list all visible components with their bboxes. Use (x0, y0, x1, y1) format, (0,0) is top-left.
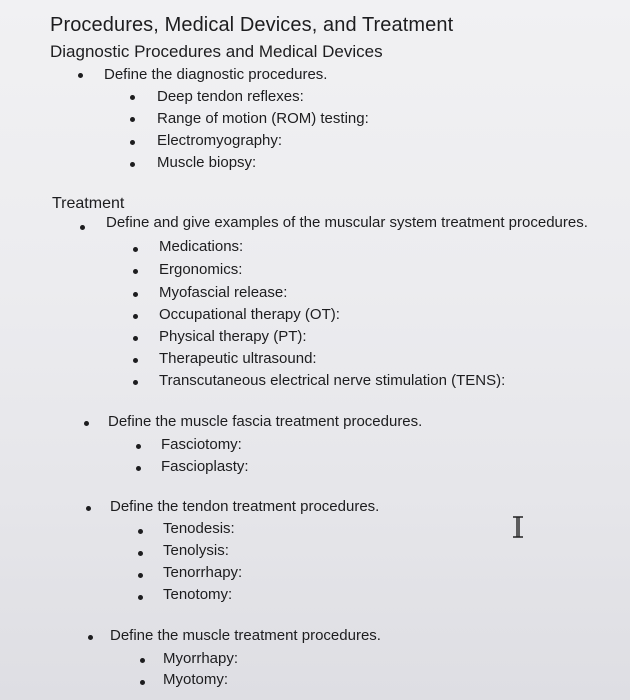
list-item: Fascioplasty: (161, 458, 249, 475)
list-item: Transcutaneous electrical nerve stimulation (TENS): (159, 372, 506, 389)
bullet-icon (140, 658, 145, 663)
bullet-icon (140, 680, 145, 685)
list-item: Tenotomy: (163, 586, 233, 603)
bullet-icon (130, 140, 135, 145)
list-item: Range of motion (ROM) testing: (157, 110, 369, 127)
treatment-prompt: Define and give examples of the muscular system treatment procedures. (106, 214, 588, 231)
list-item: Tenorrhapy: (163, 564, 243, 581)
list-item: Ergonomics: (159, 261, 243, 278)
bullet-icon (133, 336, 138, 341)
list-item: Tenodesis: (163, 520, 235, 537)
bullet-icon (78, 73, 83, 78)
list-item: Occupational therapy (OT): (159, 306, 340, 323)
treatment-prompt: Define the muscle fascia treatment procedures. (108, 413, 423, 430)
list-item: Electromyography: (157, 132, 283, 149)
list-item: Fasciotomy: (161, 436, 242, 453)
bullet-icon (84, 421, 89, 426)
list-item: Medications: (159, 238, 244, 255)
bullet-icon (133, 314, 138, 319)
bullet-icon (138, 529, 143, 534)
list-item: Tenolysis: (163, 542, 229, 559)
bullet-icon (133, 358, 138, 363)
bullet-icon (86, 506, 91, 511)
page-title: Procedures, Medical Devices, and Treatment (50, 14, 454, 36)
list-item: Physical therapy (PT): (159, 328, 307, 345)
text-cursor-icon (511, 515, 525, 539)
bullet-icon (133, 269, 138, 274)
list-item: Muscle biopsy: (157, 154, 257, 171)
bullet-icon (130, 95, 135, 100)
list-item: Therapeutic ultrasound: (159, 350, 317, 367)
bullet-icon (138, 573, 143, 578)
list-item: Myofascial release: (159, 284, 288, 301)
list-item: Myorrhapy: (163, 650, 239, 667)
bullet-icon (138, 595, 143, 600)
diagnostic-prompt: Define the diagnostic procedures. (104, 66, 328, 83)
bullet-icon (80, 225, 85, 230)
bullet-icon (133, 292, 138, 297)
diagnostic-heading: Diagnostic Procedures and Medical Devices (50, 42, 383, 61)
bullet-icon (136, 444, 141, 449)
list-item: Deep tendon reflexes: (157, 88, 304, 105)
bullet-icon (130, 162, 135, 167)
list-item: Myotomy: (163, 671, 229, 688)
treatment-prompt: Define the muscle treatment procedures. (110, 627, 381, 644)
treatment-prompt: Define the tendon treatment procedures. (110, 498, 380, 515)
text-cursor-icon (511, 515, 525, 545)
bullet-icon (133, 247, 138, 252)
bullet-icon (130, 117, 135, 122)
bullet-icon (88, 635, 93, 640)
bullet-icon (136, 466, 141, 471)
bullet-icon (138, 551, 143, 556)
bullet-icon (133, 380, 138, 385)
treatment-heading: Treatment (52, 195, 125, 212)
